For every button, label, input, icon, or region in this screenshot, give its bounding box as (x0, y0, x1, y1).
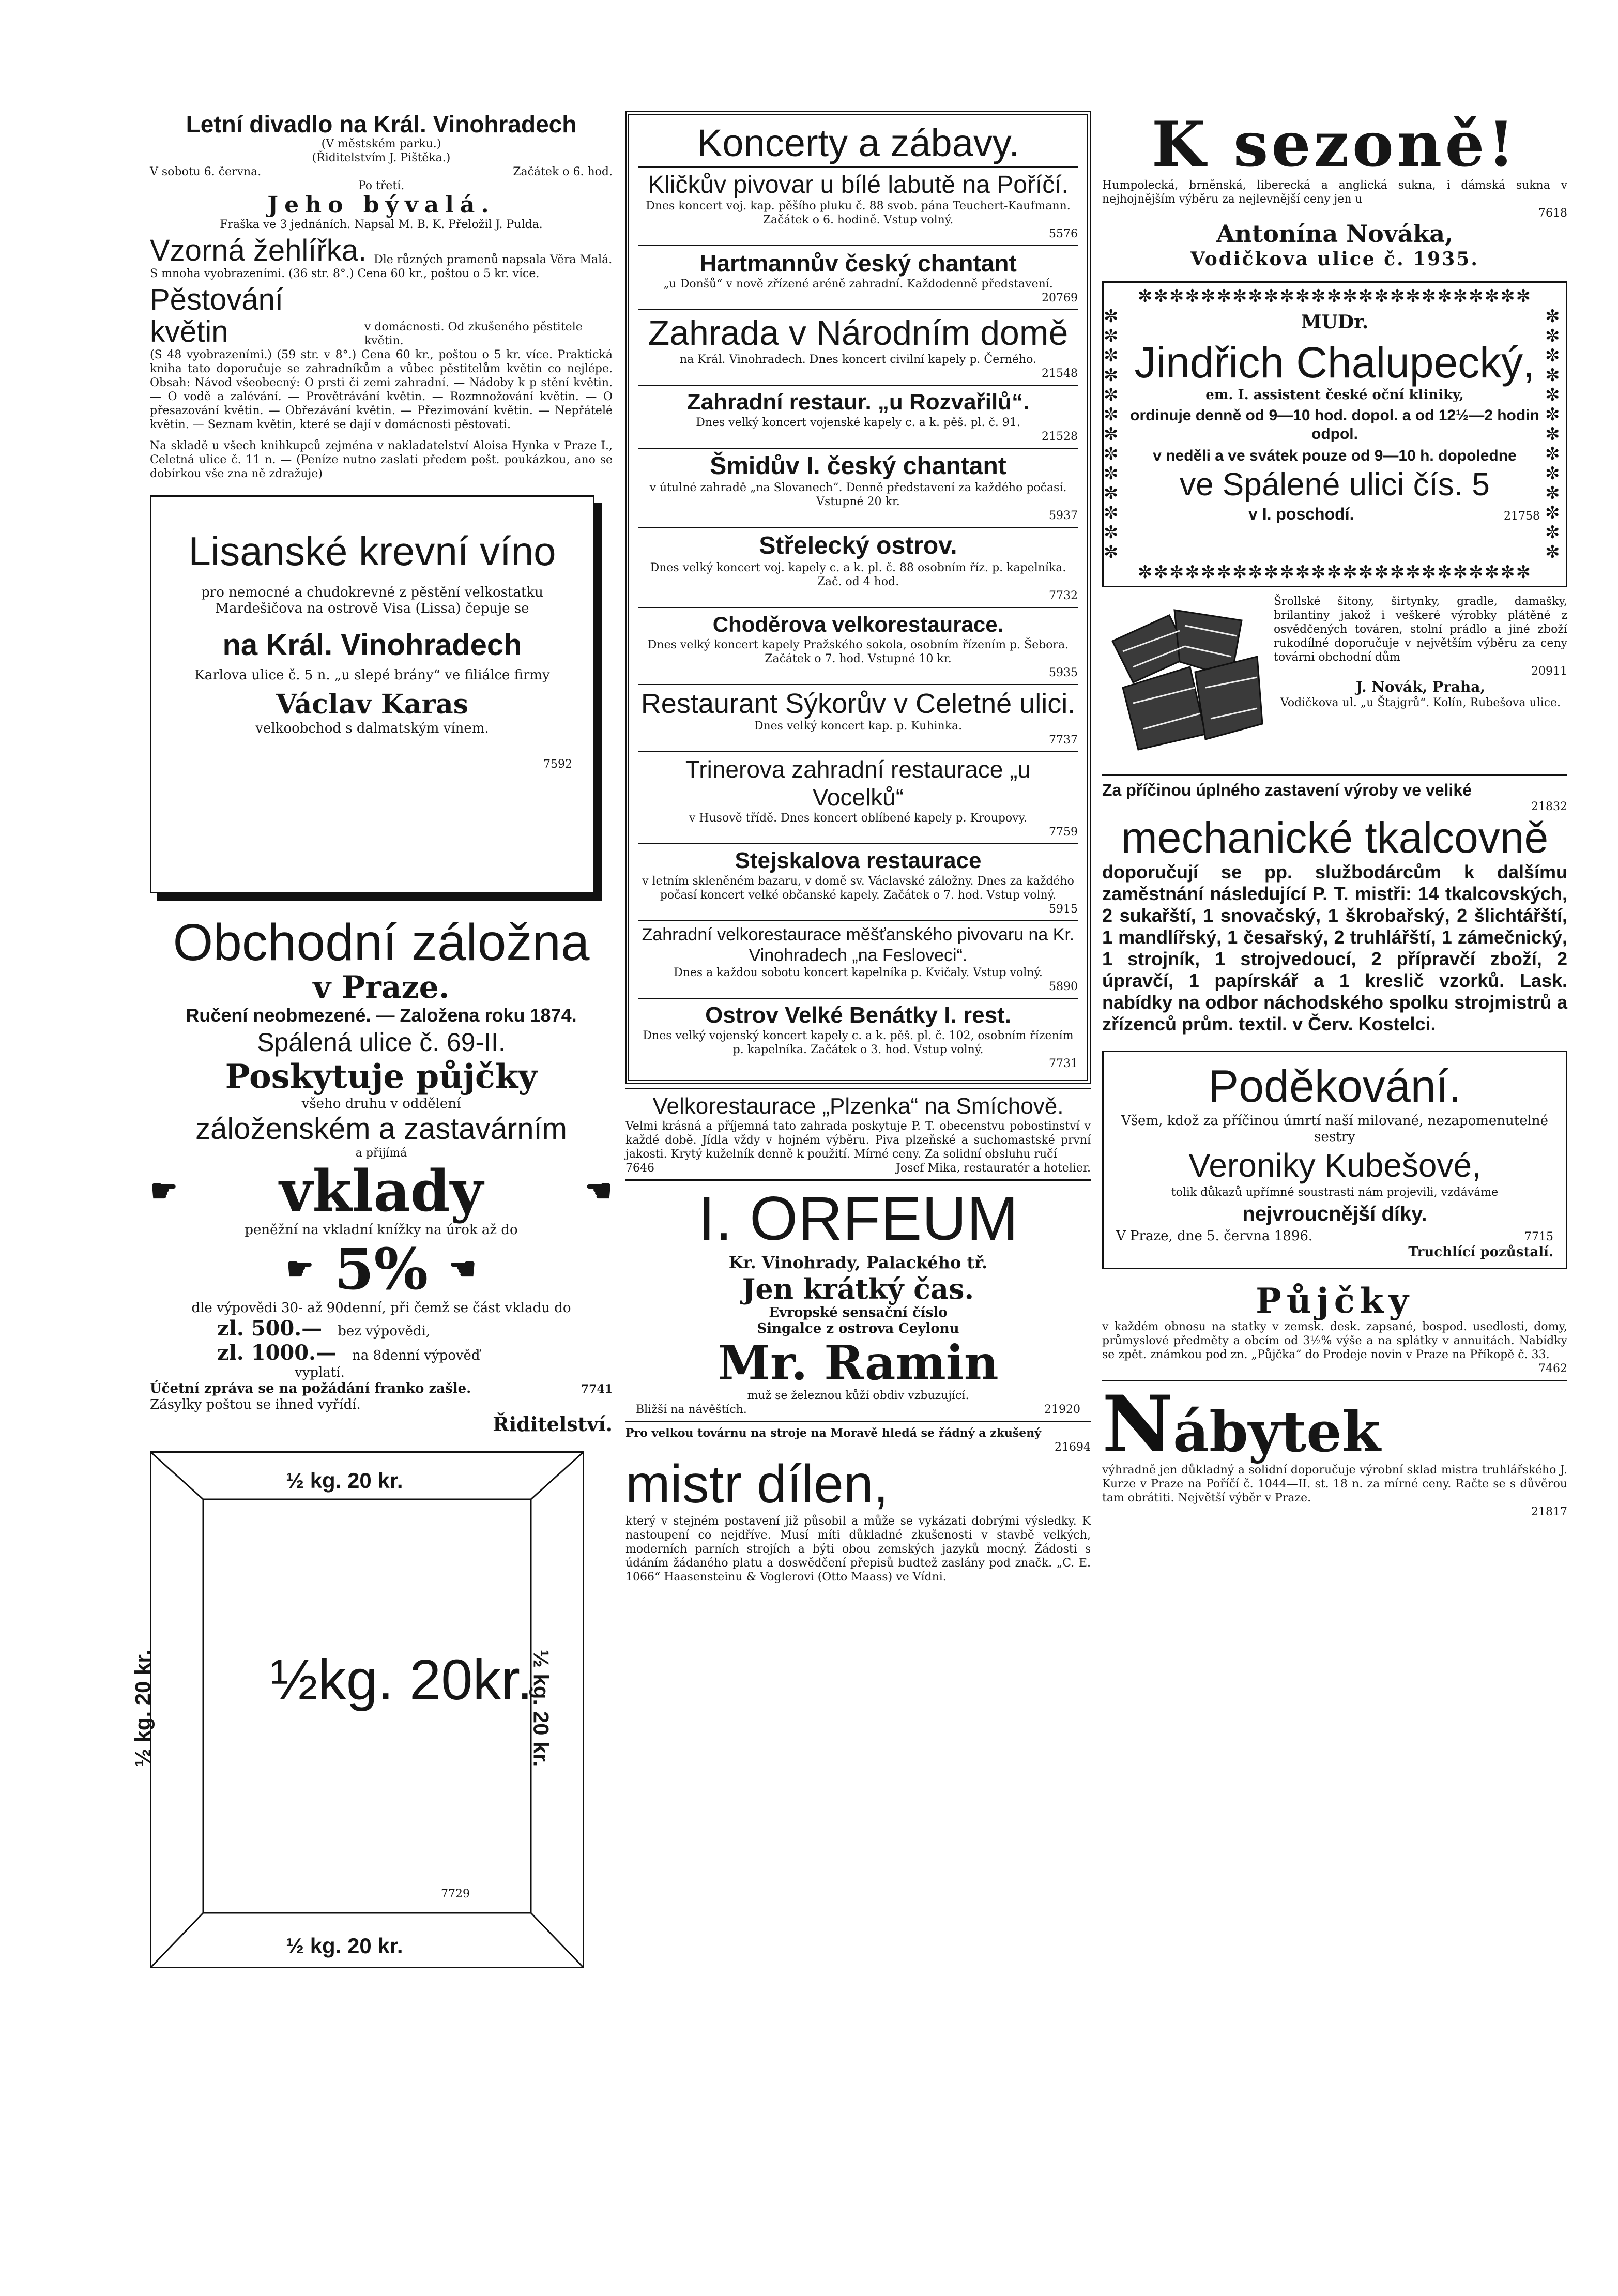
textile-address: Vodičkova ul. „u Štajgrů“. Kolín, Rubešova ulice. (1280, 696, 1561, 709)
pointing-hand-right-icon: ☚ (585, 1173, 613, 1209)
orfeum-ad (625, 1185, 1091, 1417)
plzenka-sign: Josef Mika, restauratér a hotelier. (895, 1162, 1091, 1175)
concert-code: 20769 (1042, 292, 1078, 305)
loans-ad (1102, 1282, 1567, 1376)
theatre-start: Začátek o 6. hod. (513, 165, 613, 178)
concert-title: Šmidův I. český chantant (710, 452, 1006, 480)
concert-text: Dnes velký koncert voj. kapely c. a k. pl. č. 88 osobním říz. p. kapelníka. Zač. od 4 hod. (650, 561, 1066, 588)
bank-title: Obchodní záložna (173, 914, 590, 971)
divider (625, 1421, 1091, 1422)
book1-text: S mnoha vyobrazeními. (36 str. 8°.) Cena 60 kr., poštou o 5 kr. více. (150, 267, 540, 280)
concert-item (638, 685, 1078, 752)
concert-code: 21548 (1042, 367, 1078, 380)
bank-line5: záloženském a zastavárním (195, 1112, 567, 1146)
bank-amount2: zl. 1000.— (217, 1341, 337, 1365)
concert-code: 7731 (1049, 1057, 1078, 1070)
bank-line7: peněžní na vkladní knížky na úrok až do (245, 1222, 518, 1238)
concert-text: „u Donšů“ v nově zřízené aréně zahradní. Každodenně představení. (663, 278, 1053, 291)
doctor-line2: ordinuje denně od 9—10 hod. dopol. a od 12½—2 hodin odpol. (1130, 407, 1539, 443)
season-address: Vodičkova ulice č. 1935. (1190, 248, 1479, 270)
bank-line8: dle výpovědi 30- až 90denní, při čemž se část vkladu do (191, 1300, 571, 1316)
textile-code: 20911 (1531, 665, 1567, 678)
concert-code: 21528 (1042, 430, 1078, 443)
concert-item (638, 449, 1078, 528)
concert-item (638, 921, 1078, 999)
bank-line11: Zásylky poštou se ihned vyřídí. (150, 1397, 361, 1412)
concert-text: Dnes velký koncert kap. p. Kuhinka. (754, 720, 963, 733)
furniture-initial: N (1102, 1379, 1173, 1470)
orfeum-line4: muž se železnou kůží obdiv vzbuzující. (747, 1389, 969, 1402)
doctor-floor: v I. poschodí. (1248, 505, 1354, 523)
concerts-header: Koncerty a zábavy. (638, 120, 1078, 168)
theatre-play-desc: Fraška ve 3 jednáních. Napsal M. B. K. Přeložil J. Pulda. (220, 218, 543, 231)
packet-code: 7729 (441, 1888, 470, 1900)
orfeum-name: Mr. Ramin (718, 1335, 999, 1391)
concert-text: Dnes velký koncert vojenské kapely c. a k. pěš. pl. č. 91. (696, 416, 1020, 429)
packet-top: ½ kg. 20 kr. (286, 1468, 403, 1493)
theatre-date: V sobotu 6. června. (150, 165, 262, 178)
coffee-packet-ad (130, 1451, 584, 1968)
loans-title: Půjčky (1256, 1281, 1414, 1321)
season-name: Antonína Nováka, (1216, 220, 1454, 248)
concert-item (638, 844, 1078, 921)
bank-ad (150, 914, 613, 1436)
concert-text: Dnes velký koncert kapely Pražského sokola, osobním řízením p. Šebora. Začátek o 7. hod. Vstupné 10 kr. (647, 638, 1069, 665)
looms-intro: Za příčinou úplného zastavení výroby ve veliké (1102, 781, 1472, 799)
concert-item (638, 999, 1078, 1075)
column-left (130, 111, 613, 1968)
theatre-third: Po třetí. (358, 179, 405, 192)
bank-amount1-note: bez výpovědi, (338, 1324, 431, 1339)
bank-line6: a přijímá (355, 1147, 407, 1160)
concert-code: 5935 (1049, 666, 1078, 679)
thanks-sign: Truchlící pozůstalí. (1408, 1244, 1553, 1260)
column-middle (625, 111, 1091, 1584)
concert-title: Zahrada v Národním domě (648, 313, 1069, 353)
concert-title: Stejskalova restaurace (735, 848, 982, 873)
season-ad (1102, 108, 1567, 271)
textile-ad (1102, 595, 1567, 770)
mistr-intro: Pro velkou továrnu na stroje na Moravě hledá se řádný a zkušený (625, 1426, 1042, 1440)
theatre-line1: (V městském parku.) (321, 138, 441, 150)
loans-text: v každém obnosu na statky v zemsk. desk. zapsané, bospod. usedlosti, domy, průmyslové předměty a obcím od 3½% výše a na splátky v annuitách. Nabídky se zpět. známkou pod zn. „Půjčka“ do Prodeje novin v Praze na Příkopě č. 33. (1102, 1320, 1567, 1361)
concert-title: Ostrov Velké Benátky I. rest. (705, 1002, 1011, 1028)
thanks-date: V Praze, dne 5. června 1896. (1116, 1228, 1313, 1244)
concert-title: Zahradní velkorestaurace měšťanského pivovaru na Kr. Vinohradech „na Fesloveci“. (642, 925, 1075, 965)
orfeum-line2: Evropské sensační číslo (769, 1305, 948, 1320)
doctor-prefix: MUDr. (1301, 311, 1369, 333)
theatre-line2: (Řiditelstvím J. Pištěka.) (312, 151, 451, 164)
concert-item (638, 246, 1078, 310)
bank-amount2-note: na 8denní výpověď (352, 1348, 480, 1363)
packet-center: ½kg. 20kr. (270, 1648, 533, 1712)
concert-code: 7759 (1049, 826, 1078, 839)
bank-line1: Ručení neobmezené. — Založena roku 1874. (186, 1005, 577, 1026)
bank-sign: Řiditelství. (493, 1412, 613, 1436)
season-title: K sezoně! (1151, 108, 1518, 181)
book1-title: Vzorná žehlířka. (150, 234, 367, 267)
fabric-illustration (1102, 595, 1268, 770)
thanks-title: Poděkování. (1208, 1060, 1461, 1112)
bank-line9: vyplatí. (295, 1365, 345, 1380)
plzenka-title: Velkorestaurace „Plzenka“ na Smíchově. (652, 1093, 1064, 1119)
divider (625, 1179, 1091, 1181)
thanks-name: Veroniky Kubešové, (1188, 1147, 1481, 1184)
concert-text: na Král. Vinohradech. Dnes koncert civilní kapely p. Černého. (680, 353, 1036, 366)
wine-title: Lisanské krevní víno (188, 528, 556, 574)
concert-title: Restaurant Sýkorův v Celetné ulici. (640, 688, 1076, 719)
concert-code: 5576 (1049, 227, 1078, 240)
orfeum-address: Kr. Vinohrady, Palackého tř. (728, 1253, 988, 1272)
concert-title: Trinerova zahradní restaurace „u Vocelků“ (685, 756, 1031, 811)
bank-line4: všeho druhu v oddělení (301, 1096, 461, 1112)
looms-title: mechanické tkalcovně (1121, 813, 1549, 862)
furniture-code: 21817 (1531, 1506, 1567, 1518)
doctor-line3: v neděli a ve svátek pouze od 9—10 h. dopoledne (1153, 447, 1517, 464)
doctor-address: ve Spálené ulici čís. 5 (1180, 467, 1490, 503)
concert-item (638, 168, 1078, 246)
concert-code: 5890 (1049, 980, 1078, 993)
bank-line3: Poskytuje půjčky (225, 1057, 538, 1096)
book1-side: Dle různých pramenů napsala Věra Malá. (374, 253, 613, 266)
concert-title: Choděrova velkorestaurace. (712, 612, 1004, 636)
mistr-code: 21694 (1055, 1441, 1091, 1454)
concert-code: 5915 (1049, 903, 1078, 916)
bank-code: 7741 (581, 1382, 613, 1396)
season-text: Humpolecká, brněnská, liberecká a anglická sukna, i dámská sukna v nejhojnějším výběru za nejlevnější ceny jen u (1102, 179, 1567, 206)
doctor-line1: em. I. assistent české oční kliniky, (1205, 387, 1464, 403)
divider (625, 1088, 1091, 1089)
books-ad (150, 235, 613, 481)
pointing-hand-left-icon-2: ☚ (449, 1251, 477, 1287)
wine-trade: velkoobchod s dalmatským vínem. (255, 721, 489, 736)
wine-text: pro nemocné a chudokrevné z pěstění velkostatku Mardešičova na ostrově Visa (Lissa) čepuje se (201, 585, 543, 616)
wine-code: 7592 (543, 758, 572, 771)
concert-item (638, 608, 1078, 685)
books-sale: Na skladě u všech knihkupců zejména v nakladatelství Aloisa Hynka v Praze I., Celetná ulice č. 11 n. — (Peníze nutno zaslati předem pošt. poukázkou, ano se dobírkou vše zna ně zdražuje) (150, 439, 613, 480)
book2-title: Pěstování květin (150, 283, 283, 348)
pointing-hand-right-icon-2: ☛ (286, 1251, 314, 1287)
mistr-ad (625, 1426, 1091, 1584)
plzenka-ad (625, 1093, 1091, 1175)
bank-city: v Praze. (313, 969, 450, 1006)
furniture-ad (1102, 1379, 1567, 1519)
bank-line2: Spálená ulice č. 69-II. (257, 1028, 506, 1057)
concert-item (638, 528, 1078, 608)
concert-code: 7737 (1049, 734, 1078, 747)
season-code: 7618 (1538, 207, 1567, 220)
theatre-play: Jeho bývalá. (267, 192, 495, 218)
concerts-frame (625, 111, 1091, 1084)
doctor-ad (1102, 281, 1567, 587)
furniture-text: výhradně jen důkladný a solidní doporučuje výrobní sklad mistra truhlářského J. Kurze v Praze na Poříčí č. 1044—II. st. 18 n. za mírné ceny. Račte se s důvěrou tam obrátiti. Největší výběr v Praze. (1102, 1464, 1567, 1504)
concert-item (638, 752, 1078, 844)
packet-right: ½ kg. 20 kr. (529, 1649, 554, 1767)
thanks-text2: tolik důkazů upřímné soustrasti nám projevili, vzdáváme (1171, 1186, 1499, 1199)
bank-rate: 5% (334, 1236, 429, 1302)
concert-text: v útulné zahradě „na Slovanech“. Denně představení za každého počasí. Vstupné 20 kr. (649, 481, 1067, 508)
book2-side: v domácnosti. Od zkušeného pěstitele květin. (364, 321, 583, 347)
concert-text: v letním skleněném bazaru, v domě sv. Václavské záložny. Dnes za každého počasí koncert velké občanské kapely. Začátek o 7. hod. Vstup volný. (642, 875, 1074, 902)
thanks-code: 7715 (1524, 1230, 1553, 1243)
orfeum-line1: Jen krátký čas. (742, 1272, 974, 1305)
star-border-icon: ✼ ✼ ✼ ✼ ✼ ✼ ✼ ✼ ✼ ✼ ✼ ✼ ✼ (1104, 307, 1120, 562)
wine-place: na Král. Vinohradech (222, 628, 522, 662)
concert-code: 7732 (1049, 589, 1078, 602)
orfeum-line5: Bližší na návěštích. (636, 1403, 747, 1416)
divider (1102, 774, 1567, 776)
textile-name: J. Novák, Praha, (1355, 678, 1486, 695)
concert-text: v Husově třídě. Dnes koncert oblíbené kapely p. Kroupovy. (689, 812, 1028, 825)
concert-title: Střelecký ostrov. (759, 532, 957, 559)
doctor-code: 21758 (1504, 510, 1540, 523)
orfeum-line3: Singalce z ostrova Ceylonu (757, 1321, 959, 1336)
thanks-text: Všem, kdož za příčinou úmrtí naší milované, nezapomenutelné sestry (1121, 1113, 1549, 1145)
star-border-icon: ✼ ✼ ✼ ✼ ✼ ✼ ✼ ✼ ✼ ✼ ✼ ✼ ✼ (1545, 307, 1561, 562)
looms-text: doporučují se pp. službodárcům k dalšímu zaměstnání následující P. T. mistři: 14 tkalcovských, 2 sukařští, 1 snovačský, 1 škrobařský, 2 šlichtářští, 1 mandlířský, 1 česařský, 2 truhlářští, 1 zámečnický, 1 strojník, 1 strojvedoucí, 2 přípravčí zboží, 2 úpravčí, 1 papírskář a 1 kreslič vzorků. Lask. nabídky na odbor náchodského spolku strojmistrů a zřízenců prům. textil. v Červ. Kostelci. (1102, 861, 1567, 1035)
concert-text: Dnes velký vojenský koncert kapely c. a k. pěš. pl. č. 102, osobním řízením p. kapelníka. Začátek o 3. hod. Vstup volný. (643, 1029, 1074, 1056)
mistr-text: který v stejném postavení již působil a může se vykázati dobrými výsledky. K nastoupení co nejdříve. Musí míti důkladné zkušenosti v stavbě velkých, moderních parních strojích a býti obou zemských jazyků mocný. Žádosti s údáním žádaného platu a doswědčení přepisů budtež zaslány pod značk. „C. E. 1066“ Haasensteinu & Voglerovi (Otto Maass) ve Vídni. (625, 1515, 1091, 1584)
concert-text: Dnes a každou sobotu koncert kapelníka p. Kvičaly. Vstup volný. (674, 966, 1043, 979)
theatre-ad (150, 111, 613, 232)
concert-title: Hartmannův český chantant (699, 250, 1017, 277)
concert-text: Dnes koncert voj. kap. pěšího pluku č. 88 svob. pána Teuchert-Kaufmann. Začátek o 6. hodině. Vstup volný. (646, 200, 1071, 226)
concert-title: Kličkův pivovar u bílé labutě na Poříčí. (648, 171, 1069, 199)
pointing-hand-left-icon: ☛ (150, 1173, 178, 1209)
bank-amount1: zl. 500.— (217, 1316, 323, 1341)
plzenka-code: 7646 (625, 1162, 654, 1175)
looms-ad (1102, 780, 1567, 1035)
book2-text: (S 48 vyobrazeními.) (59 str. v 8°.) Cena 60 kr., poštou o 5 kr. více. Praktická kniha tato doporučuje se zahradníkům a vůbec pěstitelům květin co nejlépe. Obsah: Návod všeobecný: O prsti či zemi zahradní. — Nádoby k p stění květin. — O vodě a zalévání. — Provětrávání květin. — Rozmnožování květin. — O přesazování květin. — Obřezávání květin. — Přezimování květin. — Nepřátelé květin. — Seznam květin, které se dají v domácnosti pěstovati. (150, 348, 613, 431)
furniture-title-rest: ábytek (1173, 1400, 1381, 1465)
concert-item (638, 310, 1078, 386)
bank-vklady: vklady (279, 1158, 483, 1224)
concert-item (638, 386, 1078, 449)
orfeum-code: 21920 (1044, 1403, 1080, 1416)
looms-code: 21832 (1531, 800, 1567, 813)
thanks-line: nejvroucnější díky. (1242, 1203, 1427, 1225)
concert-title: Zahradní restaur. „u Rozvařilů“. (686, 389, 1030, 415)
packet-left: ½ kg. 20 kr. (130, 1649, 155, 1767)
doctor-name: Jindřich Chalupecký, (1134, 338, 1535, 387)
loans-code: 7462 (1538, 1362, 1567, 1375)
star-border-icon: ✼✼✼✼✼✼✼✼✼✼✼✼✼✼✼✼✼✼✼✼✼✼✼✼✼ (1137, 562, 1532, 583)
wine-ad (150, 495, 594, 893)
theatre-title: Letní divadlo na Král. Vinohradech (186, 111, 577, 138)
bank-line10: Účetní zpráva se na požádání franko zašle. (150, 1381, 471, 1396)
plzenka-text: Velmi krásná a příjemná tato zahrada poskytuje P. T. obecenstvu pobostinství v každé době. Jídla vždy v hojném výběru. Piva plzeňské a suchomastské první jakosti. Krytý kuželník denně k použití. Mírné ceny. Za solidní obsluhu ručí (625, 1120, 1091, 1161)
column-right (1102, 108, 1567, 1519)
wine-address: Karlova ulice č. 5 n. „u slepé brány“ ve filiálce firmy (194, 667, 550, 683)
star-border-icon: ✼✼✼✼✼✼✼✼✼✼✼✼✼✼✼✼✼✼✼✼✼✼✼✼✼ (1137, 286, 1532, 307)
concert-code: 5937 (1049, 509, 1078, 522)
thanks-ad (1102, 1051, 1567, 1269)
textile-text: Šrollské šitony, širtynky, gradle, damašky, brilantiny jakož i veškeré výrobky plátěné z osvědčených továren, stolní prádlo a jiné zboží rukodílné doporučuje v největším výběru za ceny továrni obchodní dům (1274, 595, 1567, 664)
orfeum-title: I. ORFEUM (698, 1184, 1018, 1253)
packet-bottom: ½ kg. 20 kr. (286, 1934, 403, 1958)
wine-merchant: Václav Karas (276, 689, 468, 720)
mistr-title: mistr dílen, (625, 1454, 889, 1514)
